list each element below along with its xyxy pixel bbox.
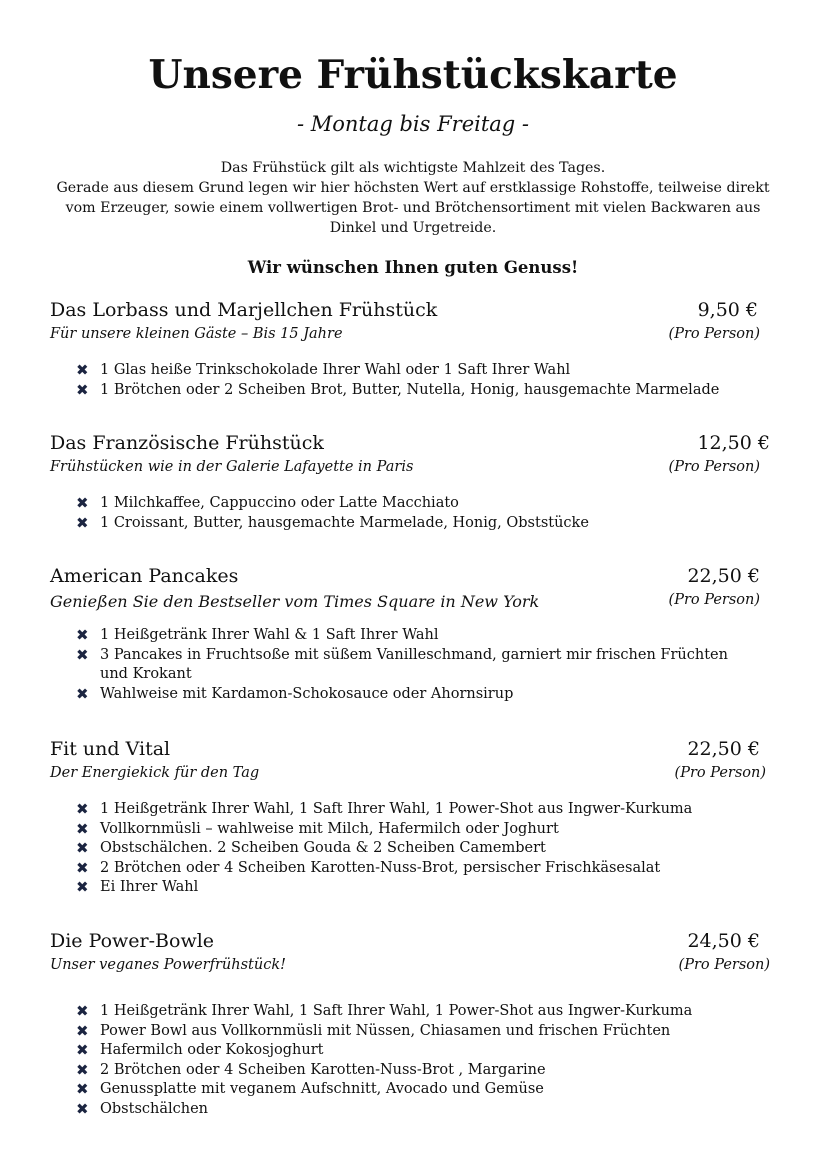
intro-text [50, 158, 776, 238]
item-list [50, 361, 776, 400]
item-text: 1 Heißgetränk Ihrer Wahl, 1 Saft Ihrer Wahl, 1 Power-Shot aus Ingwer-Kurkuma [100, 1003, 693, 1019]
x-mark-icon: ✖ [76, 1021, 89, 1040]
x-mark-icon: ✖ [76, 1041, 89, 1060]
item-list [50, 800, 776, 898]
menu-section [50, 738, 776, 898]
item-text: 1 Heißgetränk Ihrer Wahl & 1 Saft Ihrer Wahl [100, 627, 439, 643]
x-mark-icon: ✖ [76, 380, 89, 399]
x-mark-icon: ✖ [76, 1002, 89, 1020]
x-mark-icon: ✖ [76, 361, 89, 379]
list-item [50, 859, 760, 879]
item-text: Obstschälchen. 2 Scheiben Gouda & 2 Scheiben Camembert [100, 840, 546, 857]
item-text: 1 Croissant, Butter, hausgemachte Marmelade, Honig, Obststücke [100, 514, 589, 531]
list-item [50, 820, 760, 840]
list-item [50, 1022, 760, 1042]
item-text: Vollkornmüsli – wahlweise mit Milch, Hafermilch oder Joghurt [100, 820, 559, 837]
section-name: Das Französische Frühstück [50, 432, 324, 454]
section-description: Der Energiekick für den Tag [50, 765, 260, 781]
menu-section [50, 299, 776, 400]
section-name: Fit und Vital [50, 738, 171, 760]
list-item [50, 1061, 760, 1081]
section-price: 12,50 € [697, 432, 770, 454]
list-item [50, 646, 760, 685]
section-price: 22,50 € [687, 565, 760, 587]
list-item [50, 1100, 760, 1120]
x-mark-icon: ✖ [76, 800, 89, 818]
item-text: 2 Brötchen oder 4 Scheiben Karotten-Nuss-Brot , Margarine [100, 1061, 546, 1078]
menu-subtitle: - Montag bis Freitag - [296, 112, 530, 136]
list-item [50, 494, 760, 514]
section-description: Unser veganes Powerfrühstück! [50, 957, 286, 973]
item-text: Hafermilch oder Kokosjoghurt [100, 1042, 324, 1059]
x-mark-icon: ✖ [76, 1099, 89, 1118]
item-text: Power Bowl aus Vollkornmüsli mit Nüssen, Chiasamen und frischen Früchten [100, 1022, 671, 1039]
section-name: Das Lorbass und Marjellchen Frühstück [50, 299, 438, 321]
greeting: Wir wünschen Ihnen guten Genuss! [247, 258, 579, 277]
section-name: Die Power-Bowle [50, 930, 215, 952]
item-text: 1 Brötchen oder 2 Scheiben Brot, Butter, Nutella, Honig, hausgemachte Marmelade [100, 381, 720, 398]
list-item [50, 878, 760, 898]
item-text: 3 Pancakes in Fruchtsoße mit süßem Vanilleschmand, garniert mir frischen Früchten und Krokant [100, 646, 728, 683]
x-mark-icon: ✖ [76, 1080, 89, 1099]
section-unit: (Pro Person) [668, 459, 760, 475]
list-item [50, 626, 760, 646]
x-mark-icon: ✖ [76, 819, 89, 838]
x-mark-icon: ✖ [76, 858, 89, 877]
section-description: Frühstücken wie in der Galerie Lafayette in Paris [50, 459, 414, 475]
x-mark-icon: ✖ [76, 878, 89, 897]
item-text: 1 Milchkaffee, Cappuccino oder Latte Macchiato [100, 495, 459, 511]
item-text: Ei Ihrer Wahl [100, 879, 199, 896]
item-text: Wahlweise mit Kardamon-Schokosauce oder Ahornsirup [100, 685, 514, 702]
section-description: Für unsere kleinen Gäste – Bis 15 Jahre [50, 326, 343, 342]
x-mark-icon: ✖ [76, 645, 89, 664]
x-mark-icon: ✖ [76, 684, 89, 703]
list-item [50, 685, 760, 705]
menu-section [50, 432, 776, 533]
list-item [50, 800, 760, 820]
item-text: 1 Glas heiße Trinkschokolade Ihrer Wahl oder 1 Saft Ihrer Wahl [100, 362, 571, 378]
item-list [50, 494, 776, 533]
section-price: 24,50 € [687, 930, 760, 952]
list-item [50, 1002, 760, 1022]
x-mark-icon: ✖ [76, 626, 89, 644]
list-item [50, 361, 760, 381]
menu-section [50, 930, 776, 1120]
list-item [50, 1041, 760, 1061]
item-text: 2 Brötchen oder 4 Scheiben Karotten-Nuss-Brot, persischer Frischkäsesalat [100, 859, 661, 876]
x-mark-icon: ✖ [76, 839, 89, 858]
item-list [50, 626, 776, 704]
list-item [50, 381, 760, 401]
list-item [50, 1080, 760, 1100]
section-unit: (Pro Person) [674, 765, 766, 781]
intro-line: Gerade aus diesem Grund legen wir hier höchsten Wert auf erstklassige Rohstoffe, teilweise direkt vom Erzeuger, sowie einem vollwertigen Brot- und Brötchensortiment mit vielen Backwaren aus Dinkel und Urgetreide. [56, 180, 770, 236]
section-unit: (Pro Person) [678, 957, 770, 973]
section-name: American Pancakes [50, 565, 239, 587]
section-price: 22,50 € [687, 738, 760, 760]
intro-line: Das Frühstück gilt als wichtigste Mahlzeit des Tages. [220, 160, 606, 176]
section-unit: (Pro Person) [668, 326, 760, 342]
menu-section [50, 565, 776, 704]
item-text: Genussplatte mit veganem Aufschnitt, Avocado und Gemüse [100, 1081, 544, 1098]
x-mark-icon: ✖ [76, 1060, 89, 1079]
section-description: Genießen Sie den Bestseller vom Times Square in New York [50, 592, 540, 611]
x-mark-icon: ✖ [76, 513, 89, 532]
item-text: Obstschälchen [100, 1100, 208, 1117]
x-mark-icon: ✖ [76, 494, 89, 512]
section-unit: (Pro Person) [668, 592, 760, 608]
list-item [50, 839, 760, 859]
list-item [50, 514, 760, 534]
section-price: 9,50 € [697, 299, 758, 321]
item-list [50, 1002, 776, 1120]
item-text: 1 Heißgetränk Ihrer Wahl, 1 Saft Ihrer Wahl, 1 Power-Shot aus Ingwer-Kurkuma [100, 801, 693, 817]
menu-title: Unsere Frühstückskarte [148, 52, 678, 98]
